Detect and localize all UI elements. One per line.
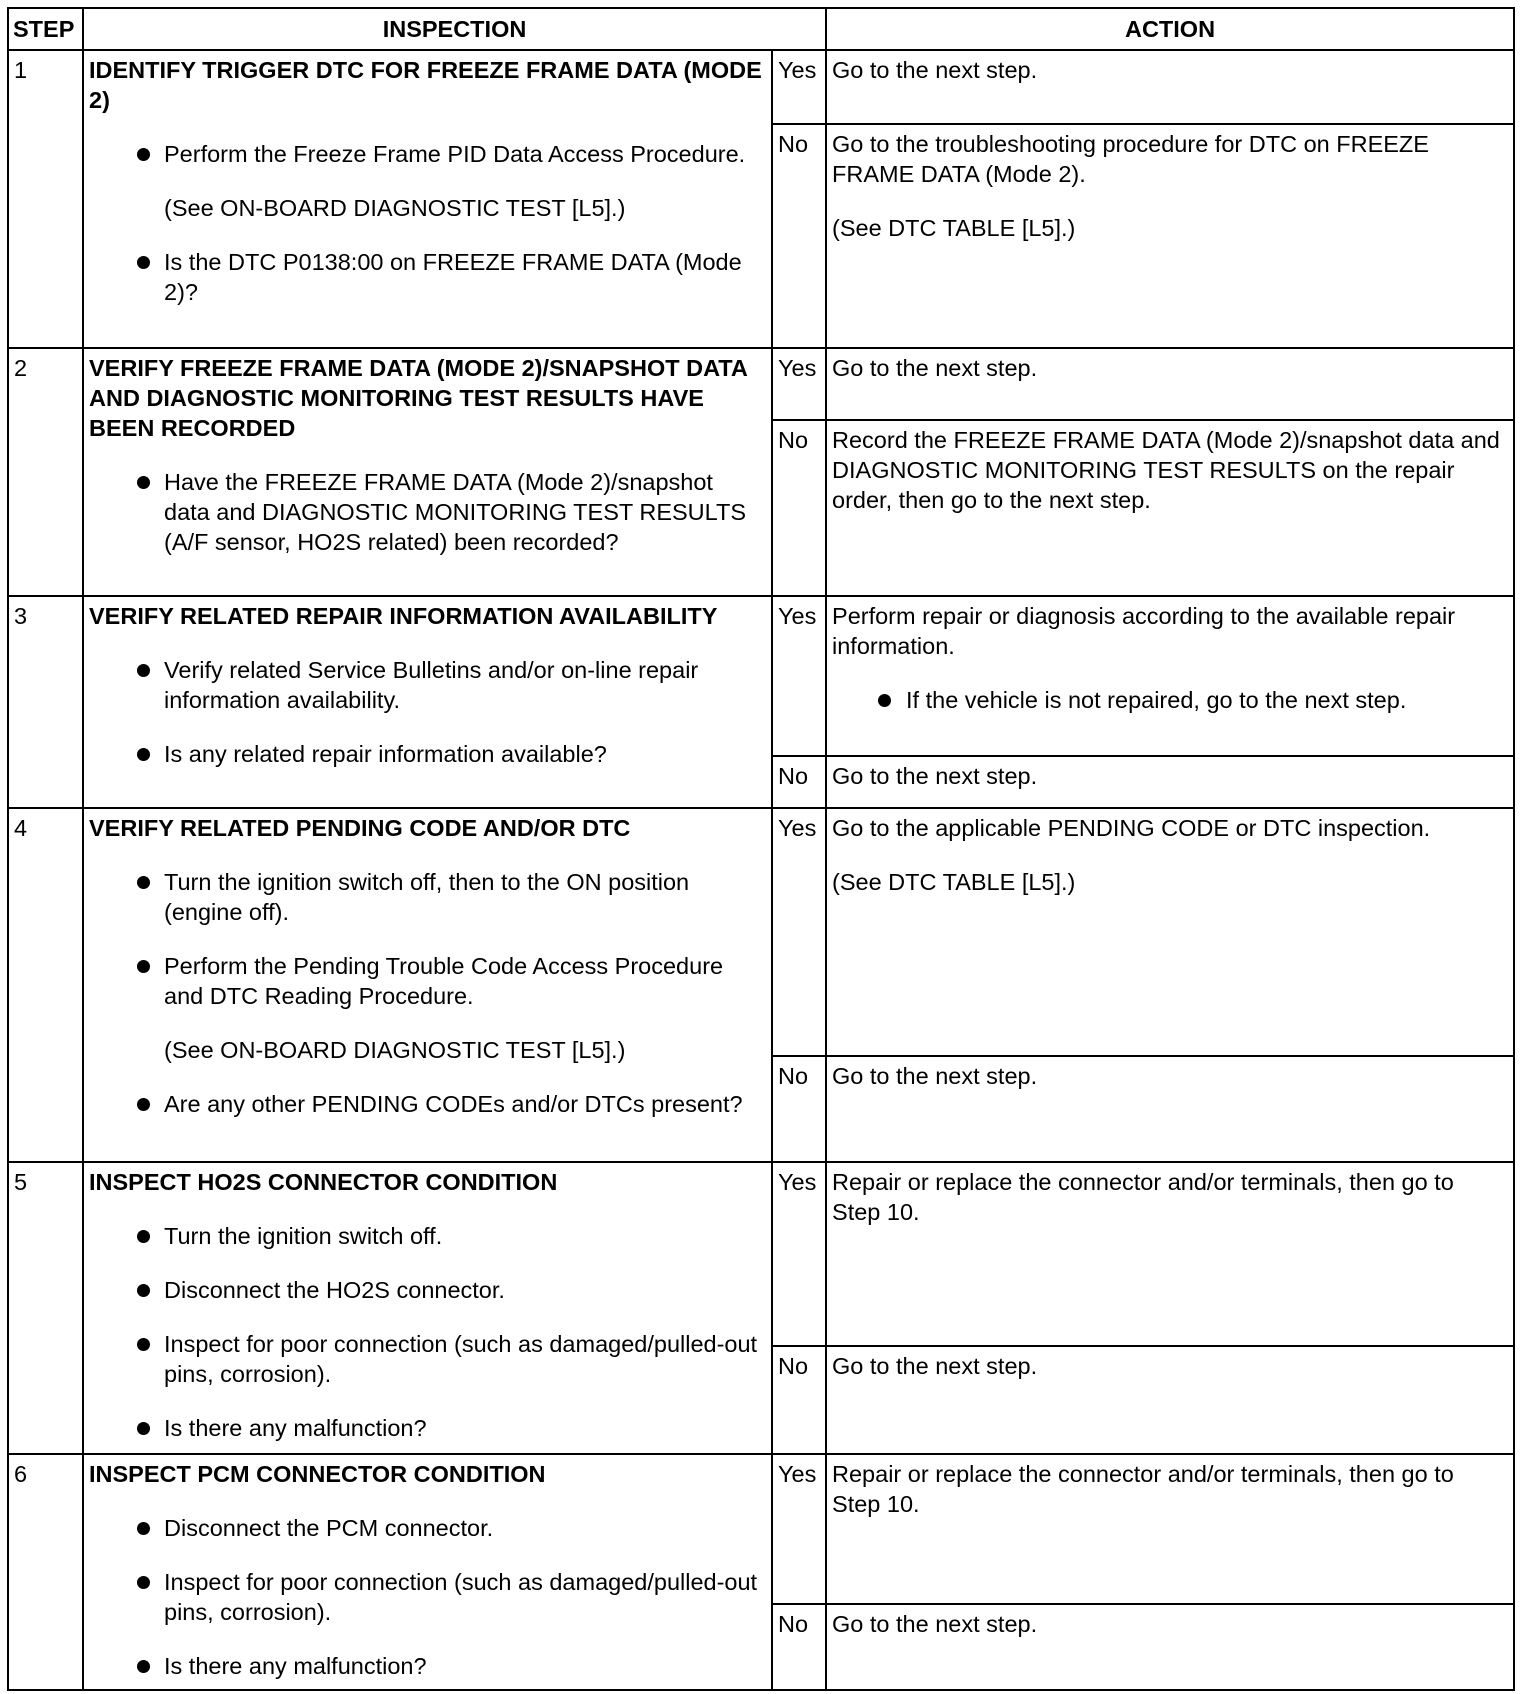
inspection-bullets [89,467,765,557]
no-action [826,420,1514,596]
inspection-bullet [137,1329,765,1389]
header-step: STEP [8,8,83,50]
inspection-bullet [137,467,765,557]
bullet-text: Inspect for poor connection (such as damaged/pulled-out pins, corrosion). [164,1331,758,1387]
inspection-bullet [137,1567,765,1627]
step-inspection [83,50,772,348]
inspection-bullet [137,139,765,223]
action-text: Go to the next step. [832,763,1038,789]
bullet-icon [137,664,150,677]
step-1-yes-row [8,50,1514,124]
action-bullets [832,685,1507,715]
inspection-bullet [137,1651,765,1681]
bullet-note: (See ON-BOARD DIAGNOSTIC TEST [L5].) [164,1037,626,1063]
step-inspection [83,808,772,1162]
bullet-text: Is there any malfunction? [164,1653,427,1679]
bullet-icon [137,1284,150,1297]
action-note: (See DTC TABLE [L5].) [832,215,1076,241]
inspection-bullet [137,867,765,927]
no-label: No [772,756,826,808]
no-action [826,1346,1514,1454]
inspection-bullet [137,951,765,1065]
action-text: Go to the troubleshooting procedure for DTC on FREEZE FRAME DATA (Mode 2). [832,131,1429,187]
action-text: Repair or replace the connector and/or terminals, then go to Step 10. [832,1461,1454,1517]
bullet-text: Inspect for poor connection (such as damaged/pulled-out pins, corrosion). [164,1569,758,1625]
bullet-icon [137,876,150,889]
bullet-text: Perform the Pending Trouble Code Access Procedure and DTC Reading Procedure. [164,953,724,1009]
yes-label: Yes [772,1162,826,1346]
no-action [826,124,1514,348]
inspection-bullet [137,1413,765,1443]
action-text: Go to the next step. [832,1063,1038,1089]
yes-action [826,348,1514,420]
action-text: Record the FREEZE FRAME DATA (Mode 2)/snapshot data and DIAGNOSTIC MONITORING TEST RESULTS on the repair order, then go to the next step. [832,427,1500,513]
inspection-bullets [89,1221,765,1443]
bullet-text: Disconnect the HO2S connector. [164,1277,505,1303]
bullet-icon [137,1660,150,1673]
no-action [826,756,1514,808]
inspection-bullets [89,1513,765,1681]
no-action [826,1056,1514,1162]
header-action: ACTION [826,8,1514,50]
step-6-yes-row [8,1454,1514,1604]
bullet-icon [137,256,150,269]
bullet-text: Is the DTC P0138:00 on FREEZE FRAME DATA (Mode 2)? [164,249,742,305]
step-number: 1 [8,50,83,348]
no-label: No [772,124,826,348]
step-title: INSPECT HO2S CONNECTOR CONDITION [89,1169,558,1195]
step-number: 5 [8,1162,83,1454]
step-number: 2 [8,348,83,596]
step-inspection [83,348,772,596]
inspection-bullet [137,247,765,307]
yes-label: Yes [772,1454,826,1604]
step-number: 6 [8,1454,83,1690]
action-bullet [878,685,1507,715]
bullet-text: Is any related repair information available? [164,741,607,767]
bullet-icon [137,1522,150,1535]
step-title: VERIFY FREEZE FRAME DATA (MODE 2)/SNAPSHOT DATA AND DIAGNOSTIC MONITORING TEST RESULTS HAVE BEEN RECORDED [89,355,748,441]
inspection-bullets [89,139,765,307]
yes-action [826,596,1514,756]
yes-label: Yes [772,50,826,124]
bullet-note: (See ON-BOARD DIAGNOSTIC TEST [L5].) [164,195,626,221]
bullet-text: Is there any malfunction? [164,1415,427,1441]
action-text: Go to the next step. [832,57,1038,83]
bullet-icon [137,748,150,761]
step-inspection [83,1454,772,1690]
inspection-bullet [137,1513,765,1543]
action-text: Go to the next step. [832,1611,1038,1637]
bullet-icon [137,960,150,973]
step-number: 4 [8,808,83,1162]
step-title: VERIFY RELATED REPAIR INFORMATION AVAILABILITY [89,603,718,629]
step-number: 3 [8,596,83,808]
step-title: INSPECT PCM CONNECTOR CONDITION [89,1461,546,1487]
bullet-text: Have the FREEZE FRAME DATA (Mode 2)/snapshot data and DIAGNOSTIC MONITORING TEST RESULTS (A/F sensor, HO2S related) been recorded? [164,469,746,555]
step-inspection [83,1162,772,1454]
no-label: No [772,1056,826,1162]
yes-action [826,50,1514,124]
bullet-icon [878,694,891,707]
bullet-icon [137,1230,150,1243]
yes-action [826,1454,1514,1604]
yes-label: Yes [772,596,826,756]
inspection-bullet [137,1089,765,1119]
inspection-bullets [89,867,765,1119]
step-inspection [83,596,772,808]
bullet-icon [137,148,150,161]
action-text: Repair or replace the connector and/or terminals, then go to Step 10. [832,1169,1454,1225]
bullet-text: Turn the ignition switch off, then to the ON position (engine off). [164,869,690,925]
step-4-yes-row [8,808,1514,1056]
inspection-bullet [137,739,765,769]
bullet-text: Are any other PENDING CODEs and/or DTCs present? [164,1091,743,1117]
no-label: No [772,1346,826,1454]
no-label: No [772,1604,826,1690]
bullet-icon [137,1098,150,1111]
yes-action [826,1162,1514,1346]
bullet-icon [137,476,150,489]
action-note: (See DTC TABLE [L5].) [832,869,1076,895]
step-3-yes-row [8,596,1514,756]
inspection-bullet [137,1275,765,1305]
inspection-bullet [137,1221,765,1251]
no-label: No [772,420,826,596]
yes-action [826,808,1514,1056]
bullet-icon [137,1338,150,1351]
yes-label: Yes [772,808,826,1056]
action-text: Go to the next step. [832,1353,1038,1379]
diagnostic-procedure-table [7,7,1515,1691]
yes-label: Yes [772,348,826,420]
header-inspection: INSPECTION [83,8,826,50]
step-2-yes-row [8,348,1514,420]
bullet-text: Perform the Freeze Frame PID Data Access Procedure. [164,141,746,167]
action-text: Perform repair or diagnosis according to the available repair information. [832,603,1456,659]
bullet-icon [137,1576,150,1589]
step-title: VERIFY RELATED PENDING CODE AND/OR DTC [89,815,631,841]
bullet-text: Disconnect the PCM connector. [164,1515,494,1541]
step-5-yes-row [8,1162,1514,1346]
inspection-bullets [89,655,765,769]
header-row [8,8,1514,50]
inspection-bullet [137,655,765,715]
no-action [826,1604,1514,1690]
bullet-text: Turn the ignition switch off. [164,1223,443,1249]
step-title: IDENTIFY TRIGGER DTC FOR FREEZE FRAME DATA (MODE 2) [89,57,762,113]
action-text: Go to the applicable PENDING CODE or DTC inspection. [832,815,1431,841]
bullet-text: Verify related Service Bulletins and/or on-line repair information availability. [164,657,699,713]
bullet-text: If the vehicle is not repaired, go to the next step. [906,687,1407,713]
bullet-icon [137,1422,150,1435]
action-text: Go to the next step. [832,355,1038,381]
